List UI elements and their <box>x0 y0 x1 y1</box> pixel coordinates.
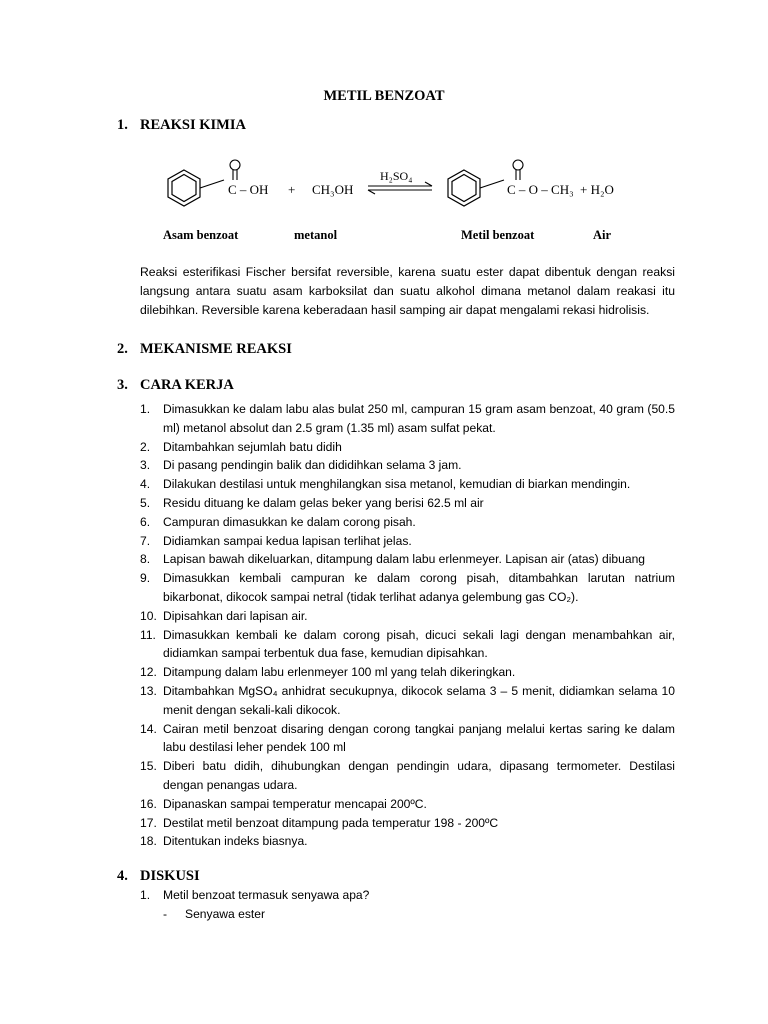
procedure-step <box>140 663 675 682</box>
label-air: Air <box>593 228 612 242</box>
section-heading-diskusi <box>117 868 200 885</box>
step-text: Residu dituang ke dalam gelas beker yang berisi 62.5 ml air <box>163 495 484 510</box>
step-number: 11. <box>140 627 156 642</box>
step-text: Dipisahkan dari lapisan air. <box>163 608 308 623</box>
oxygen-atom-icon <box>513 160 523 170</box>
label-metanol: metanol <box>294 228 338 242</box>
answer-dash: - <box>163 907 168 921</box>
step-text: Di pasang pendingin balik dan dididihkan selama 3 jam. <box>163 458 462 473</box>
step-number: 15. <box>140 759 157 774</box>
product1-group: C – O – CH₃ <box>507 182 574 197</box>
section-title: REAKSI KIMIA <box>140 117 246 133</box>
water-formula: + H₂O <box>580 182 614 197</box>
procedure-step <box>140 513 675 532</box>
section-number: 3. <box>117 377 128 393</box>
procedure-step <box>140 569 675 607</box>
procedure-step <box>140 475 675 494</box>
step-number: 6. <box>140 514 151 529</box>
section-number: 2. <box>117 341 128 357</box>
plus-sign: + <box>288 182 296 197</box>
reaction-description: Reaksi esterifikasi Fischer bersifat reversible, karena suatu ester dapat dibentuk dengan reaksi langsung antara suatu asam karboksilat dan suatu alkohol dimana metanol dalam reakasi itu dilebihkan. Reversible karena keberadaan hasil samping air dapat mengalami rekasi hidrolisis. <box>140 265 675 317</box>
step-text: Campuran dimasukkan ke dalam corong pisah. <box>163 514 416 529</box>
question-text: Metil benzoat termasuk senyawa apa? <box>163 888 370 902</box>
procedure-step <box>140 400 675 438</box>
methanol-formula: CH₃OH <box>312 182 354 197</box>
procedure-step <box>140 795 675 814</box>
procedure-steps-list <box>140 400 675 851</box>
benzene-ring-icon <box>448 170 480 206</box>
document-title: METIL BENZOAT <box>323 88 445 104</box>
step-text: Didiamkan sampai kedua lapisan terlihat jelas. <box>163 533 412 548</box>
step-text: Dimasukkan kembali campuran ke dalam corong pisah, ditambahkan larutan natrium bikarbonat, dikocok sampai netral (tidak terlihat adanya gelembung gas CO₂). <box>163 571 675 604</box>
step-number: 12. <box>140 665 157 680</box>
procedure-step <box>140 720 675 758</box>
catalyst-label: H₂SO₄ <box>380 169 413 183</box>
procedure-step <box>140 682 675 720</box>
step-number: 13. <box>140 683 157 698</box>
procedure-step <box>140 494 675 513</box>
step-number: 10. <box>140 608 157 623</box>
section-heading-mekanisme-reaksi <box>117 341 292 358</box>
procedure-step <box>140 550 675 569</box>
procedure-step <box>140 832 675 851</box>
step-number: 9. <box>140 571 151 586</box>
procedure-step <box>140 757 675 795</box>
bond-line <box>480 180 504 188</box>
answer-text: Senyawa ester <box>185 907 265 921</box>
procedure-step <box>140 532 675 551</box>
section-number: 1. <box>117 117 128 133</box>
step-number: 16. <box>140 796 157 811</box>
step-text: Cairan metil benzoat disaring dengan corong tangkai panjang melalui kertas saring ke dalam labu destilasi leher pendek 100 ml <box>163 721 675 755</box>
section-heading-reaksi-kimia <box>117 117 246 134</box>
step-number: 5. <box>140 495 151 510</box>
step-number: 17. <box>140 815 157 830</box>
section-heading-cara-kerja <box>117 377 234 394</box>
section-title: CARA KERJA <box>140 377 234 393</box>
section-title: DISKUSI <box>140 868 200 884</box>
step-text: Ditampung dalam labu erlenmeyer 100 ml yang telah dikeringkan. <box>163 665 516 680</box>
step-text: Dilakukan destilasi untuk menghilangkan sisa metanol, kemudian di biarkan mendingin. <box>163 477 631 492</box>
step-text: Dimasukkan ke dalam labu alas bulat 250 ml, campuran 15 gram asam benzoat, 40 gram (50.5 ml) metanol absolut dan 2.5 gram (1.35 ml) asam sulfat pekat. <box>163 402 675 435</box>
step-number: 8. <box>140 552 151 567</box>
procedure-step <box>140 814 675 833</box>
step-text: Ditambahkan MgSO₄ anhidrat secukupnya, dikocok selama 3 – 5 menit, didiamkan selama 10 menit dengan sekali-kali dikocok. <box>163 683 675 717</box>
step-number: 18. <box>140 834 157 849</box>
oxygen-atom-icon <box>230 160 240 170</box>
section-number: 4. <box>117 868 128 884</box>
discussion-answer <box>163 907 265 921</box>
procedure-step <box>140 607 675 626</box>
step-text: Ditambahkan sejumlah batu didih <box>163 439 342 454</box>
step-text: Dimasukkan kembali ke dalam corong pisah, dicuci sekali lagi dengan menambahkan air, didiamkan sampai terbentuk dua fase, kemudian dipisahkan. <box>163 627 675 661</box>
question-number: 1. <box>140 888 151 902</box>
bond-line <box>200 180 224 188</box>
step-number: 14. <box>140 721 157 736</box>
step-text: Ditentukan indeks biasnya. <box>163 834 308 849</box>
procedure-step <box>140 438 675 457</box>
benzene-ring-icon <box>168 170 200 206</box>
step-number: 7. <box>140 533 151 548</box>
step-text: Diberi batu didih, dihubungkan dengan pendingin udara, dipasang termometer. Destilasi dengan penangas udara. <box>163 759 675 792</box>
equilibrium-arrow-icon <box>368 182 432 194</box>
step-text: Destilat metil benzoat ditampung pada temperatur 198 - 200ºC <box>163 815 499 830</box>
step-number: 2. <box>140 439 151 454</box>
section-title: MEKANISME REAKSI <box>140 341 292 357</box>
label-metil-benzoat: Metil benzoat <box>461 228 535 242</box>
step-number: 3. <box>140 458 151 473</box>
reactant1-group: C – OH <box>228 182 269 197</box>
discussion-question <box>140 888 369 902</box>
label-asam-benzoat: Asam benzoat <box>163 228 239 242</box>
step-number: 1. <box>140 402 151 416</box>
step-text: Lapisan bawah dikeluarkan, ditampung dalam labu erlenmeyer. Lapisan air (atas) dibuang <box>163 552 646 567</box>
step-text: Dipanaskan sampai temperatur mencapai 200ºC. <box>163 796 427 811</box>
step-number: 4. <box>140 477 151 492</box>
procedure-step <box>140 456 675 475</box>
procedure-step <box>140 626 675 664</box>
